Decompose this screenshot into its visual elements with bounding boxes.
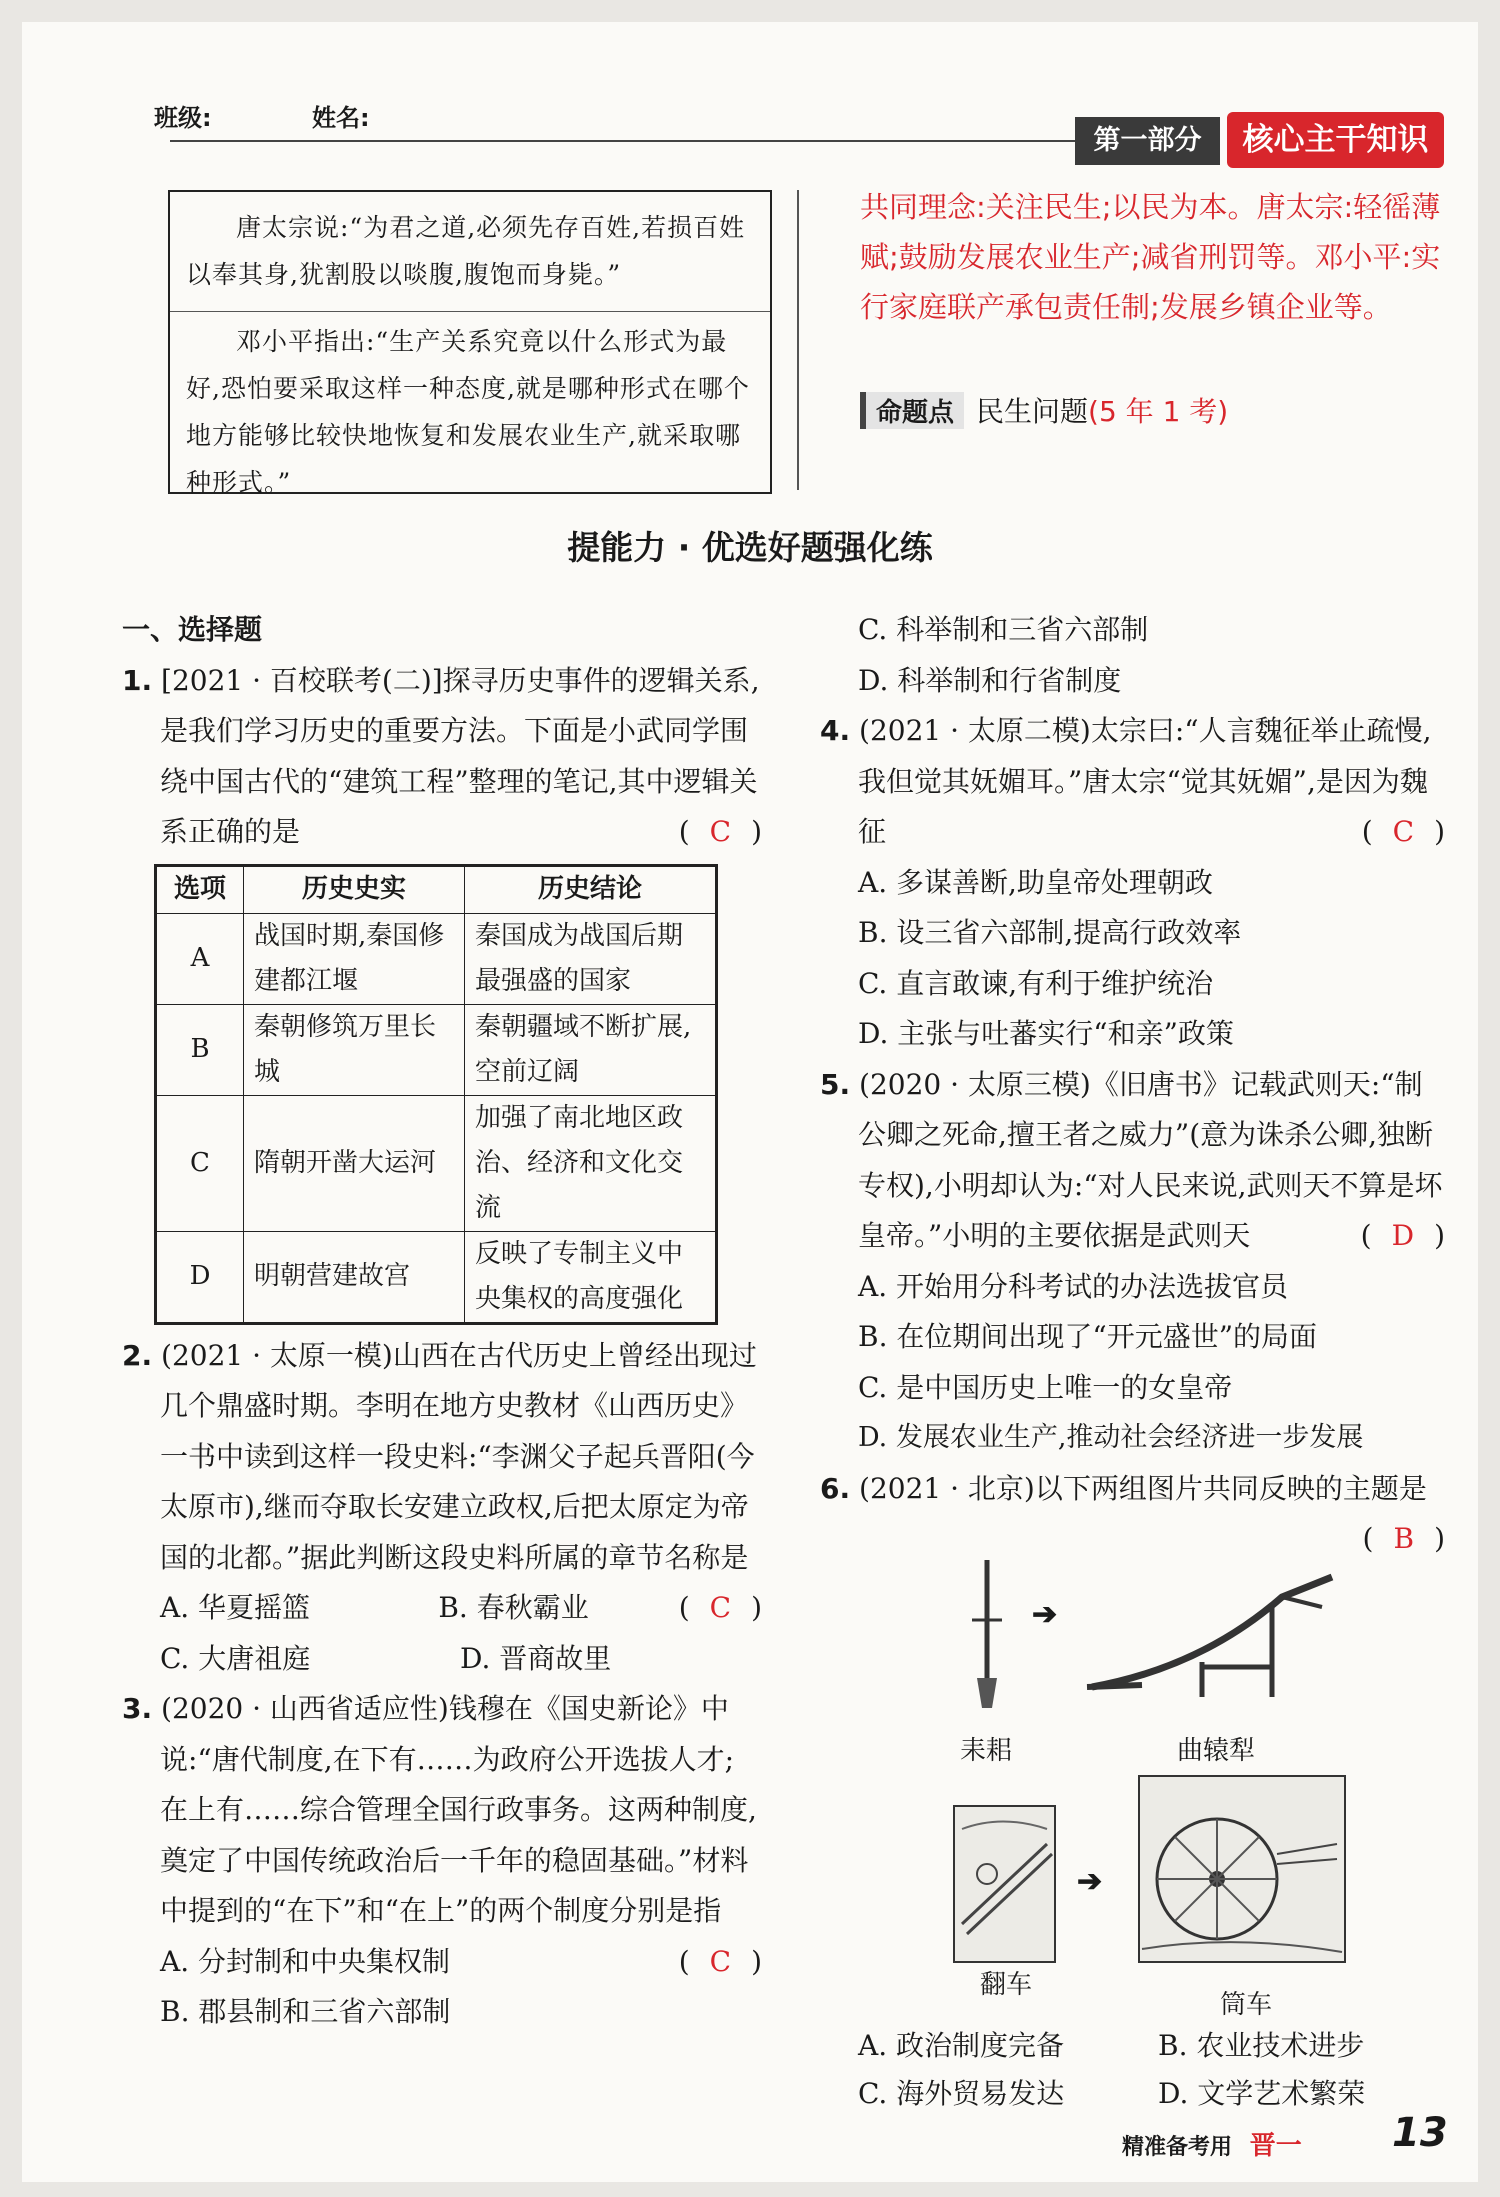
footer-region: 晋一 [1249, 2131, 1302, 2161]
table-row [156, 1095, 717, 1231]
right-column [820, 605, 1445, 1565]
exam-point [860, 390, 1228, 430]
quote-dengxiaoping: 邓小平指出:“生产关系究竟以什么形式为最好,恐怕要采取这样一种态度,就是哪种形式在哪个地方能够比较快地恢复和发展农业生产,就采取哪种形式。” [186, 327, 750, 497]
q4-option-d: D. 主张与吐蕃实行“和亲”政策 [858, 1017, 1234, 1050]
section-title: 提能力 · 优选好题强化练 [567, 528, 933, 567]
answer-text: 共同理念:关注民生;以民为本。唐太宗:轻徭薄赋;鼓励发展农业生产;减省刑罚等。邓小平:实行家庭联产承包责任制;发展乡镇企业等。 [860, 190, 1441, 324]
q1-th-fact: 历史史实 [244, 865, 465, 913]
question-2 [122, 1331, 762, 1685]
q1-row-d-opt: D [156, 1231, 244, 1323]
caption-quyuanli: 曲辕犁 [1177, 1736, 1256, 1766]
q6-number: 6. [820, 1471, 851, 1505]
exam-point-count: (5 年 1 考) [1088, 395, 1229, 428]
q5-number: 5. [820, 1067, 851, 1101]
table-row [156, 1004, 717, 1095]
q2-stem: (2021 · 太原一模)山西在古代历史上曾经出现过几个鼎盛时期。李明在地方史教材《山西历史》一书中读到这样一段史料:“李渊父子起兵晋阳(今太原市),继而夺取长安建立政权,后把太原定为帝国的北都。”据此判断这段史料所属的章节名称是 [160, 1338, 757, 1574]
exam-point-text: 民生问题 [976, 395, 1089, 428]
part-heading: 一、选择题 [122, 613, 263, 646]
footer-book-title: 精准备考用 [1122, 2135, 1233, 2160]
left-column [122, 605, 762, 2038]
tongche-illustration [1137, 1774, 1347, 1964]
q2-options-row2 [122, 1634, 762, 1685]
q1-stem: [2021 · 百校联考(二)]探寻历史事件的逻辑关系,是我们学习历史的重要方法。下面是小武同学围绕中国古代的“建筑工程”整理的笔记,其中逻辑关系正确的是 [160, 663, 760, 848]
q3-option-d: D. 科举制和行省制度 [858, 663, 1122, 697]
name-label: 姓名: [312, 104, 370, 132]
q2-option-d: D. 晋商故里 [460, 1641, 612, 1675]
question-1 [122, 656, 762, 1325]
q1-row-a-conclusion: 秦国成为战国后期最强盛的国家 [465, 913, 717, 1004]
q2-option-c: C. 大唐祖庭 [160, 1641, 311, 1675]
q3-option-a: A. 分封制和中央集权制 [160, 1944, 451, 1978]
q6-options [858, 2022, 1458, 2118]
table-row [156, 913, 717, 1004]
q1-row-d-fact: 明朝营建故宫 [244, 1231, 465, 1323]
q1-th-option: 选项 [156, 865, 244, 913]
question-5 [820, 1060, 1445, 1464]
q3-answer: ( C ) [678, 1944, 762, 1978]
q2-option-a: A. 华夏摇篮 [160, 1591, 311, 1624]
q6-option-a: A. 政治制度完备 [858, 2029, 1065, 2062]
q1-row-c-opt: C [156, 1095, 244, 1231]
q4-answer-value: C [1392, 815, 1415, 848]
q6-answer: ( B ) [1362, 1522, 1445, 1555]
q4-number: 4. [820, 714, 851, 747]
q3-option-c: C. 科举制和三省六部制 [858, 613, 1149, 646]
q5-option-c: C. 是中国历史上唯一的女皇帝 [858, 1370, 1233, 1404]
q2-option-b: B. 春秋霸业 [438, 1591, 589, 1624]
q1-number: 1. [122, 663, 153, 697]
q1-row-b-fact: 秦朝修筑万里长城 [244, 1004, 465, 1095]
column-separator [797, 190, 799, 490]
caption-leisi: 耒耜 [960, 1736, 1013, 1766]
q5-answer: ( D ) [1360, 1219, 1445, 1252]
quote-taizong: 唐太宗说:“为君之道,必须先存百姓,若损百姓以奉其身,犹割股以啖腹,腹饱而身毙。” [186, 213, 746, 289]
q1-row-b-opt: B [156, 1004, 244, 1095]
page-number: 13 [1392, 2110, 1448, 2156]
arrow-right-icon: ➔ [1032, 1597, 1058, 1632]
question-6 [820, 1464, 1445, 1555]
q5-option-d: D. 发展农业生产,推动社会经济进一步发展 [858, 1422, 1364, 1453]
q3-option-b: B. 郡县制和三省六部制 [160, 1995, 451, 2028]
q3-stem: (2020 · 山西省适应性)钱穆在《国史新论》中说:“唐代制度,在下有……为政府公开选拔人才;在上有……综合管理全国行政事务。这两种制度,奠定了中国传统政治后一千年的稳固基础。”材料中提到的“在下”和“在上”的两个制度分别是指 [160, 1692, 757, 1927]
q1-answer-value: C [709, 815, 732, 848]
q1-row-b-conclusion: 秦朝疆域不断扩展,空前辽阔 [465, 1004, 717, 1095]
class-label: 班级: [154, 104, 212, 132]
q1-answer: ( C ) [678, 815, 762, 848]
question-4 [820, 706, 1445, 1060]
q2-options-row1 [122, 1583, 717, 1634]
question-3 [122, 1684, 762, 2038]
table-row [156, 1231, 717, 1323]
q1-row-c-conclusion: 加强了南北地区政治、经济和文化交流 [465, 1095, 717, 1231]
q4-option-c: C. 直言敢谏,有利于维护统治 [858, 966, 1214, 1000]
arrow-right-icon: ➔ [1077, 1864, 1103, 1899]
q6-option-d: D. 文学艺术繁荣 [1158, 2077, 1366, 2110]
q3-number: 3. [122, 1692, 153, 1725]
caption-tongche: 筒车 [1220, 1990, 1273, 2020]
q6-option-b: B. 农业技术进步 [1158, 2029, 1365, 2062]
q2-answer-value: C [709, 1591, 732, 1624]
fanche-illustration [952, 1804, 1057, 1964]
q6-stem: (2021 · 北京)以下两组图片共同反映的主题是 [859, 1471, 1427, 1505]
exam-point-tag: 命题点 [860, 392, 964, 429]
q1-th-conclusion: 历史结论 [465, 865, 717, 913]
quyuanli-illustration [1082, 1567, 1352, 1707]
part-tag: 第一部分 [1075, 117, 1220, 165]
q5-answer-value: D [1391, 1219, 1415, 1252]
q5-stem: (2020 · 太原三模)《旧唐书》记载武则天:“制公卿之死命,擅王者之威力”(意为诛杀公卿,独断专权),小明却认为:“对人民来说,武则天不算是坏皇帝。”小明的主要依据是武则天 [858, 1067, 1443, 1252]
q1-row-d-conclusion: 反映了专制主义中央集权的高度强化 [465, 1231, 717, 1323]
q2-number: 2. [122, 1338, 153, 1372]
q4-stem: (2021 · 太原二模)太宗曰:“人言魏征举止疏慢,我但觉其妩媚耳。”唐太宗“觉其妩媚”,是因为魏征 [858, 714, 1432, 848]
q4-option-b: B. 设三省六部制,提高行政效率 [858, 916, 1242, 949]
q6-option-c: C. 海外贸易发达 [858, 2077, 1065, 2110]
quote-box [168, 190, 772, 497]
q5-option-a: A. 开始用分科考试的办法选拔官员 [858, 1269, 1289, 1303]
q4-option-a: A. 多谋善断,助皇帝处理朝政 [858, 865, 1213, 899]
section-tag: 核心主干知识 [1227, 112, 1444, 168]
q4-answer: ( C ) [1361, 815, 1445, 848]
footer-book [1122, 2125, 1302, 2162]
q1-table [154, 864, 718, 1325]
header-rule [170, 140, 1075, 142]
q6-answer-value: B [1393, 1522, 1415, 1555]
q5-option-b: B. 在位期间出现了“开元盛世”的局面 [858, 1320, 1318, 1353]
page [22, 22, 1478, 2182]
leisi-illustration [942, 1560, 1032, 1710]
q1-row-a-opt: A [156, 913, 244, 1004]
q1-row-c-fact: 隋朝开凿大运河 [244, 1095, 465, 1231]
q3-answer-value: C [709, 1944, 732, 1978]
q2-answer: ( C ) [678, 1591, 762, 1624]
q1-row-a-fact: 战国时期,秦国修建都江堰 [244, 913, 465, 1004]
caption-fanche: 翻车 [980, 1970, 1033, 2000]
